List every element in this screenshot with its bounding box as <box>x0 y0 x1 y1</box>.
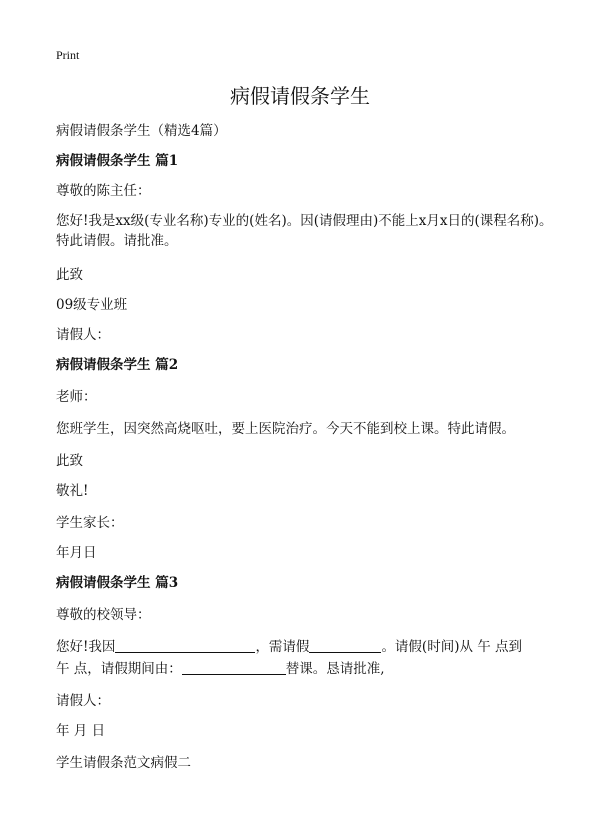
reason-blank <box>115 638 255 653</box>
page-title: 病假请假条学生 <box>230 84 370 108</box>
section1-class: 09级专业班 <box>56 297 128 313</box>
duration-blank <box>309 638 381 653</box>
section1-applicant: 请假人： <box>56 327 110 343</box>
print-label: Print <box>56 48 80 62</box>
section1-body-line2: 特此请假。请批准。 <box>56 233 178 249</box>
section1-closing: 此致 <box>56 267 83 283</box>
section2-body: 您班学生，因突然高烧呕吐，要上医院治疗。今天不能到校上课。特此请假。 <box>56 421 515 437</box>
section3-body-a: 您好!我因 <box>56 639 116 655</box>
section3-salutation: 尊敬的校领导： <box>56 607 151 623</box>
section3-body-c: 。请假(时间)从 午 点到 <box>381 639 523 655</box>
section3-body-line1 <box>56 636 522 658</box>
section3-body-b: ，需请假 <box>255 639 310 655</box>
section3-applicant: 请假人： <box>56 693 110 709</box>
section2-heading: 病假请假条学生 篇2 <box>56 357 179 373</box>
section3-heading: 病假请假条学生 篇3 <box>56 575 179 591</box>
section3-date: 年 月 日 <box>56 723 106 739</box>
section3-body-line2 <box>56 658 385 680</box>
section1-heading: 病假请假条学生 篇1 <box>56 153 179 169</box>
section1-salutation: 尊敬的陈主任： <box>56 183 151 199</box>
section2-closing: 此致 <box>56 453 83 469</box>
section2-parent: 学生家长： <box>56 515 124 531</box>
section2-date: 年月日 <box>56 545 97 561</box>
section2-salutation: 老师： <box>56 389 97 405</box>
footer-line: 学生请假条范文病假二 <box>56 755 191 771</box>
section2-regards: 敬礼! <box>56 483 89 499</box>
section3-body-d: 午 点，请假期间由： <box>56 661 182 677</box>
section1-body-line1: 您好!我是xx级(专业名称)专业的(姓名)。因(请假理由)不能上x月x日的(课程名称)。 <box>56 213 553 229</box>
substitute-blank <box>182 660 286 675</box>
intro-line: 病假请假条学生（精选4篇） <box>56 123 227 139</box>
section3-body-e: 替课。恳请批准, <box>285 661 385 677</box>
